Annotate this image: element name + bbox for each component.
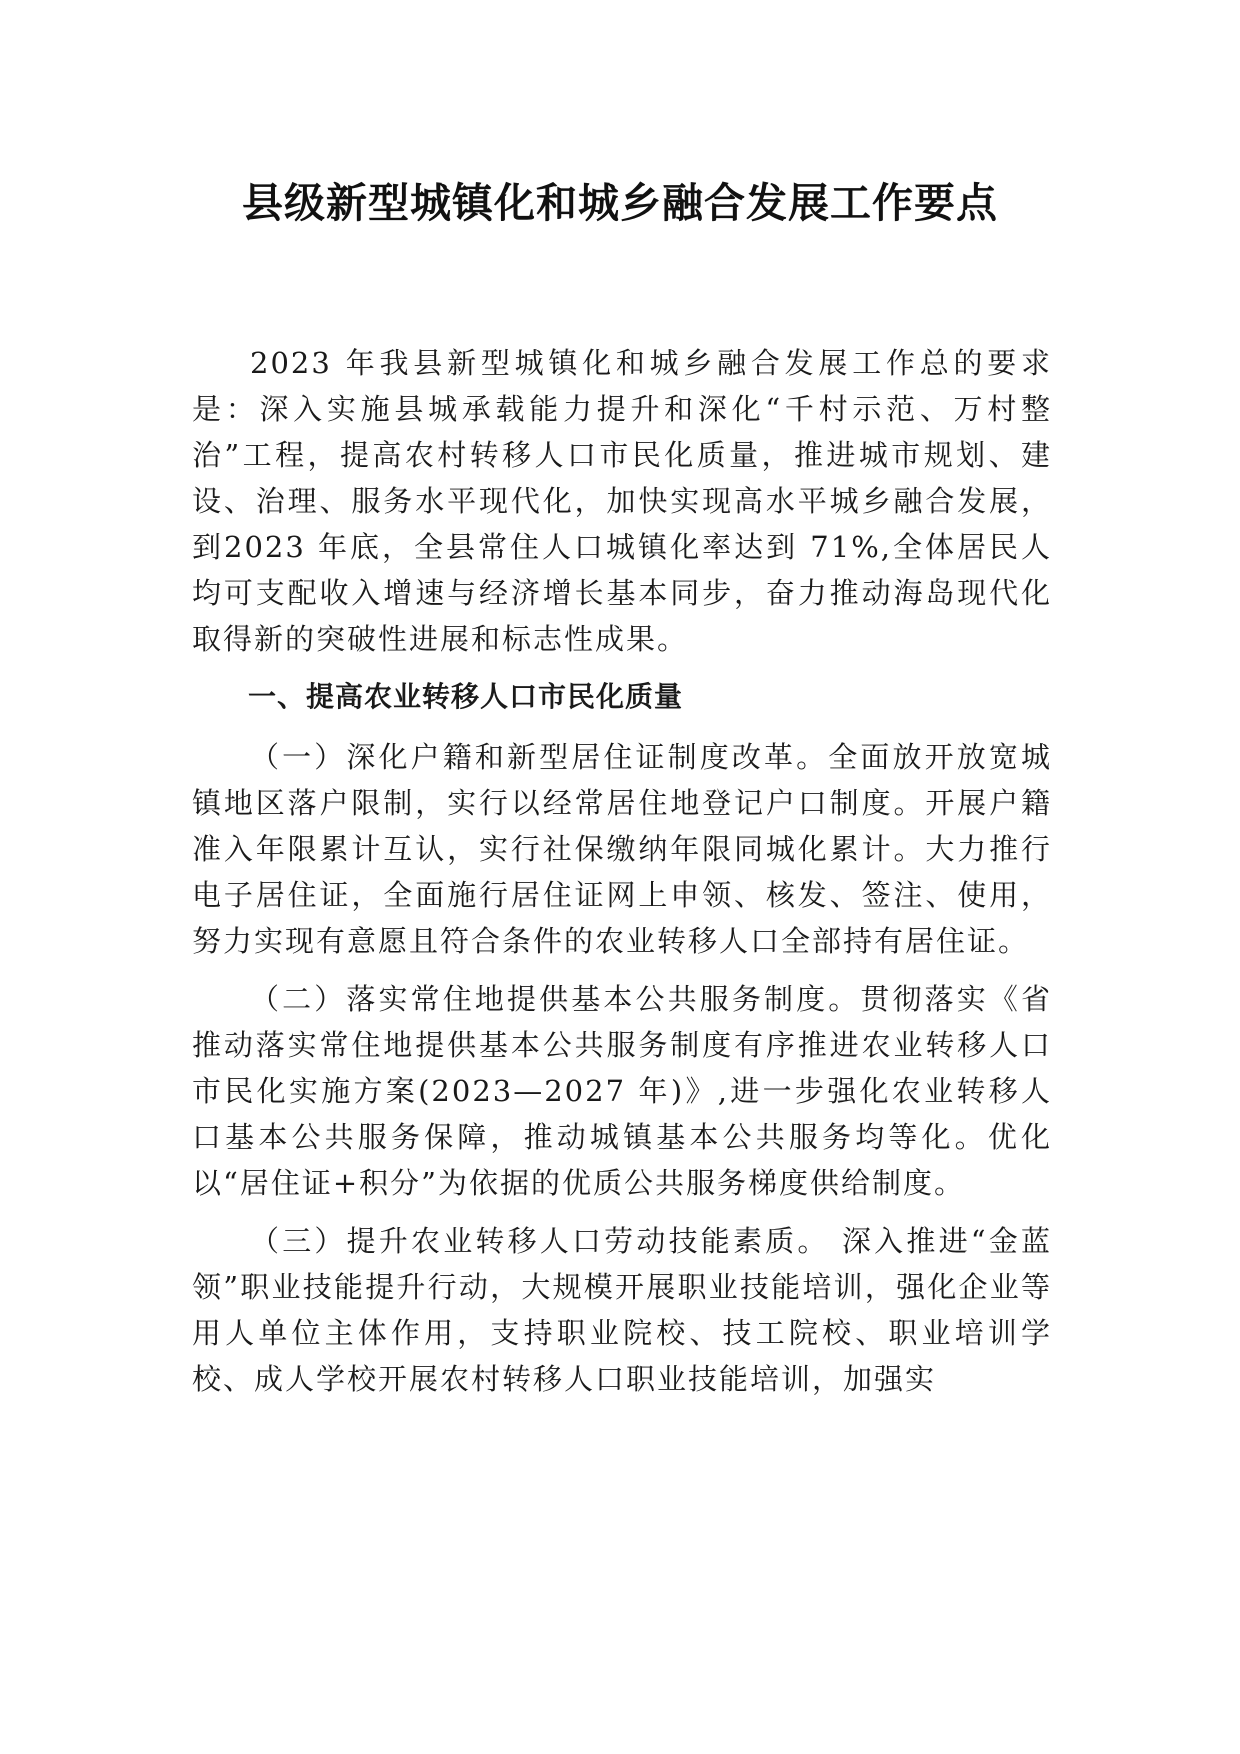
intro-paragraph: 2023 年我县新型城镇化和城乡融合发展工作总的要求是：深入实施县城承载能力提升和深化“千村示范、万村整治”工程，提高农村转移人口市民化质量，推进城市规划、建设、治理、服务水平现代化，加快实现高水平城乡融合发展，到2023 年底，全县常住人口城镇化率达到 71%,全体居民人均可支配收入增速与经济增长基本同步，奋力推动海岛现代化取得新的突破性进展和标志性成果。: [192, 346, 1052, 656]
section-heading: 一、提高农业转移人口市民化质量: [248, 680, 684, 713]
item-paragraph-1: （一）深化户籍和新型居住证制度改革。全面放开放宽城镇地区落户限制，实行以经常居住地登记户口制度。开展户籍准入年限累计互认，实行社保缴纳年限同城化累计。大力推行电子居住证，全面施行居住证网上申领、核发、签注、使用，努力实现有意愿且符合条件的农业转移人口全部持有居住证。: [192, 740, 1052, 958]
item-paragraph-3: （三）提升农业转移人口劳动技能素质。 深入推进“金蓝领”职业技能提升行动，大规模开展职业技能培训，强化企业等用人单位主体作用，支持职业院校、技工院校、职业培训学校、成人学校开展农村转移人口职业技能培训，加强实: [192, 1224, 1052, 1396]
document-body: [192, 340, 1052, 1414]
document-title: 县级新型城镇化和城乡融合发展工作要点: [242, 179, 998, 227]
item-paragraph-2: （二）落实常住地提供基本公共服务制度。贯彻落实《省推动落实常住地提供基本公共服务制度有序推进农业转移人口市民化实施方案(2023—2027 年)》,进一步强化农业转移人口基本公共服务保障，推动城镇基本公共服务均等化。优化以“居住证+积分”为依据的优质公共服务梯度供给制度。: [192, 982, 1052, 1200]
